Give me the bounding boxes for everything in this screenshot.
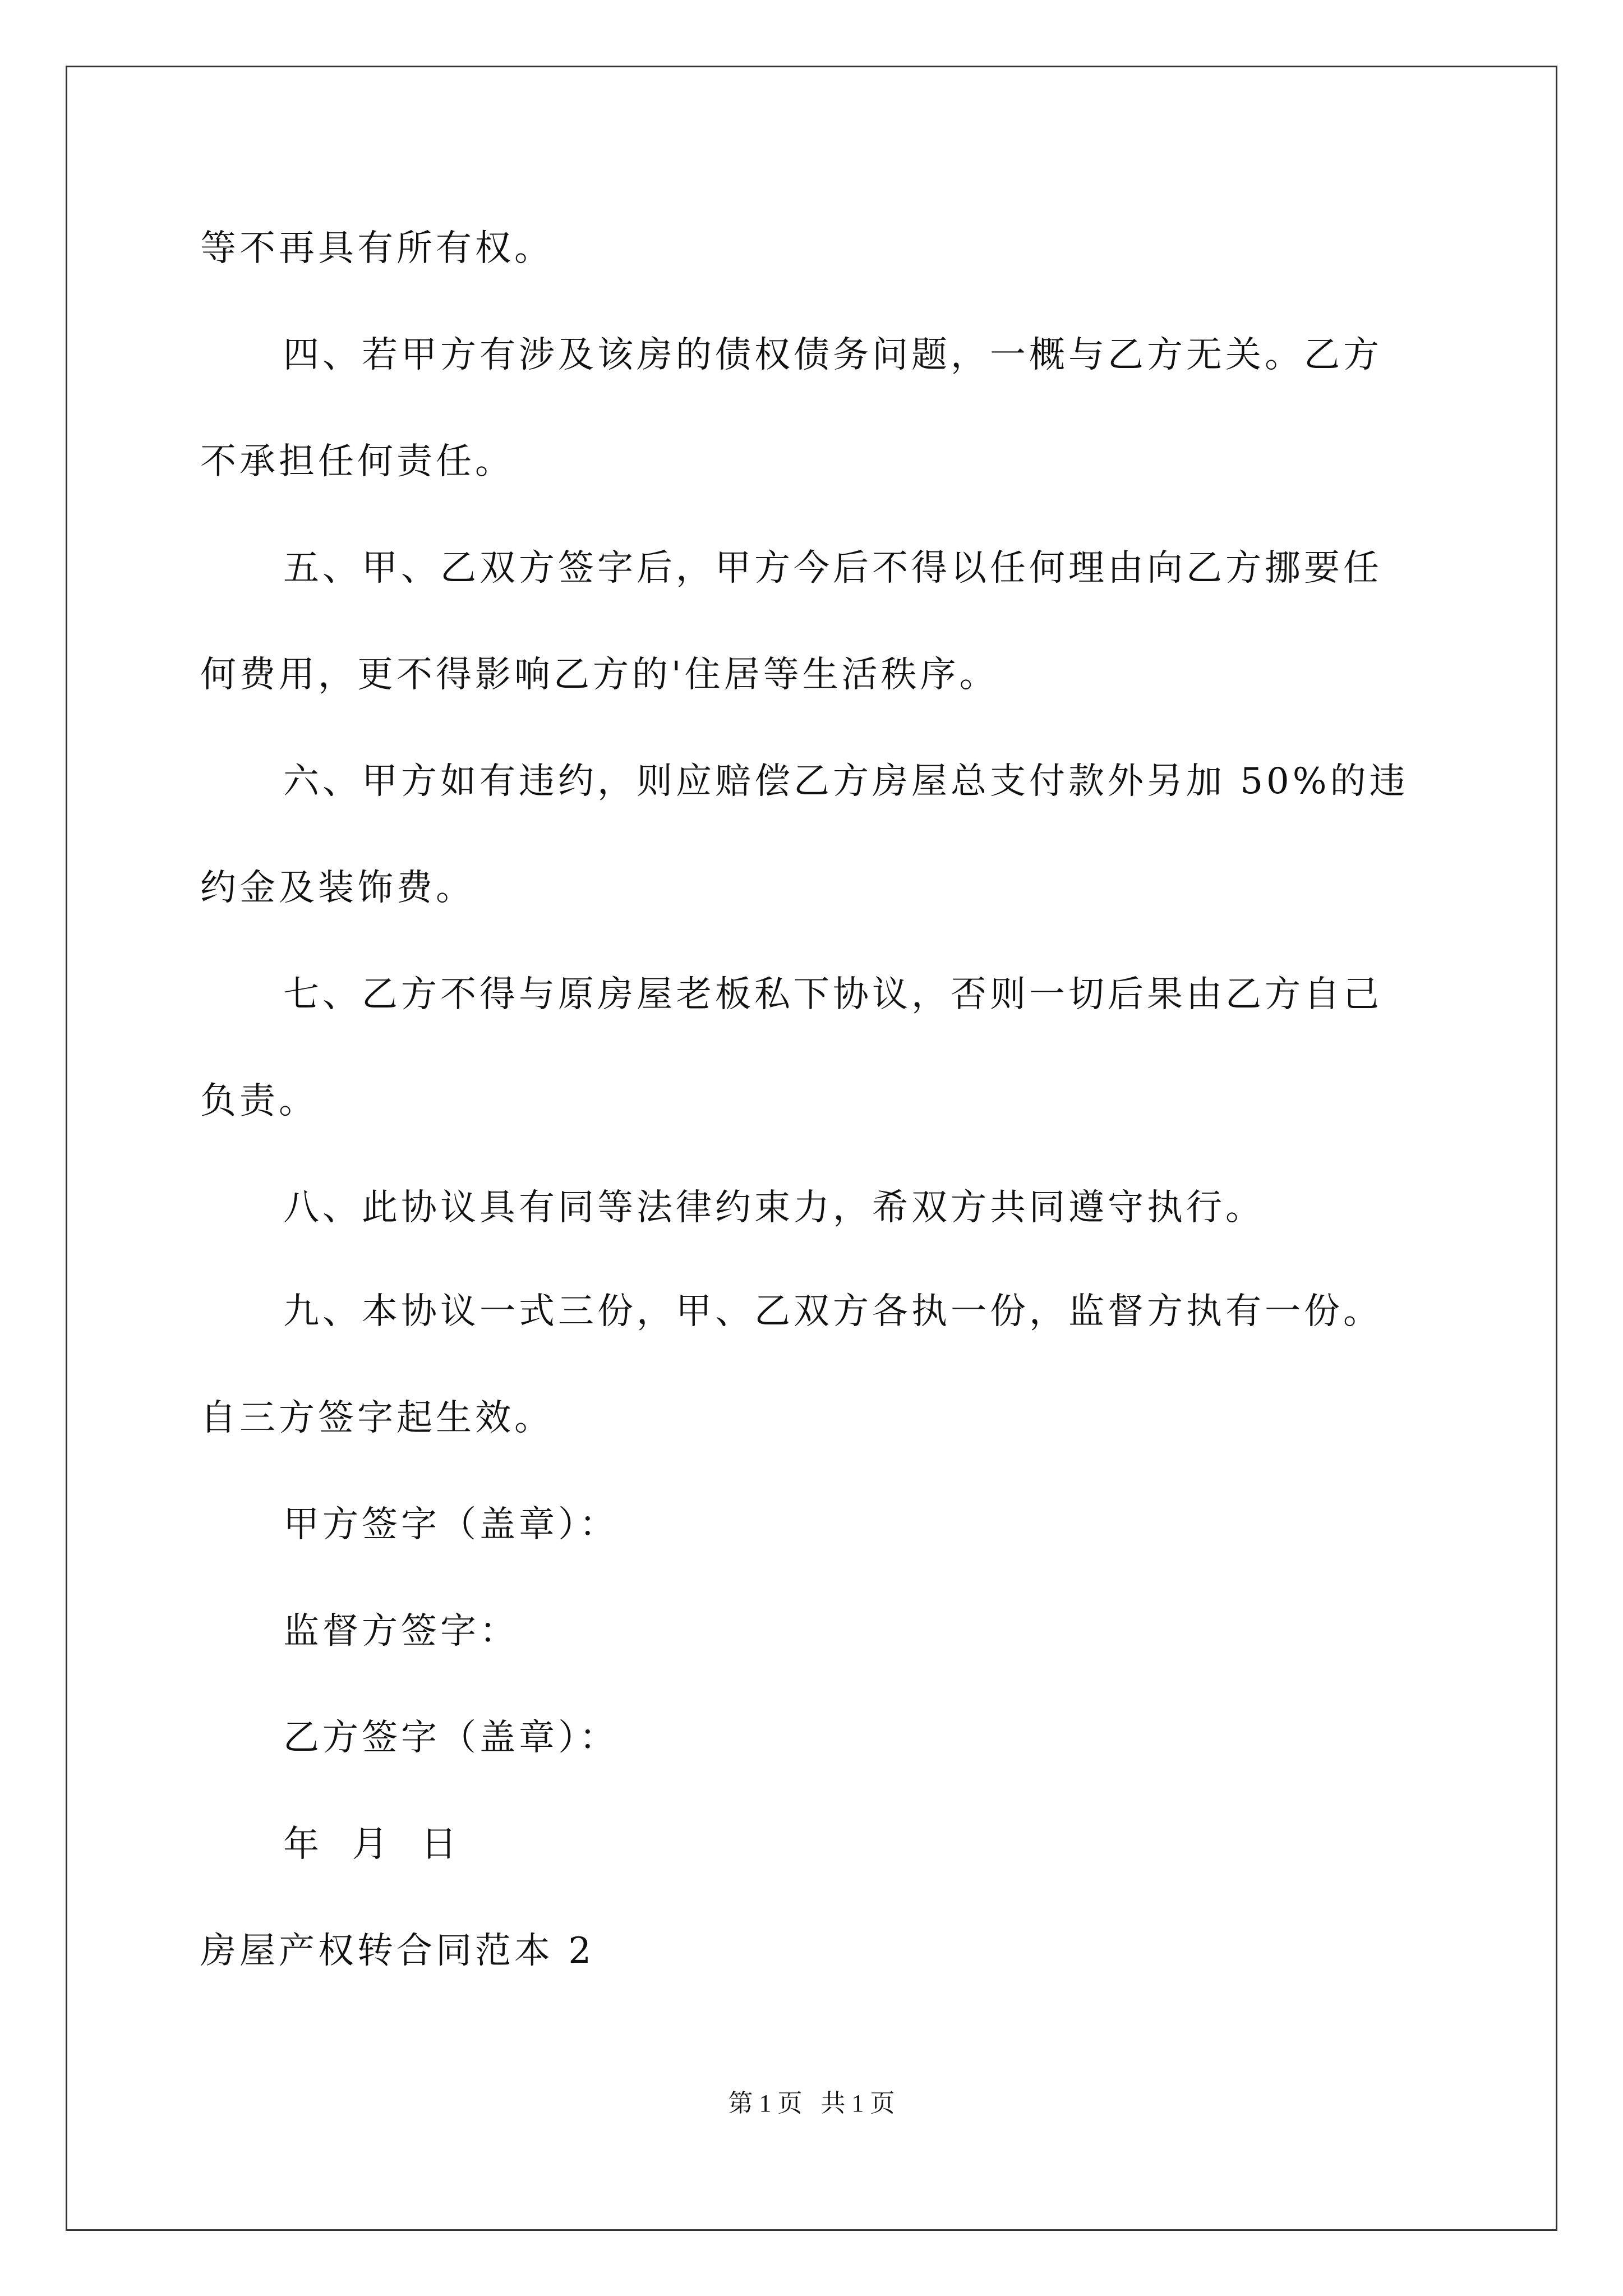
doc-line-7: 约金及装饰费。 — [200, 867, 475, 909]
doc-line-8: 七、乙方不得与原房屋老板私下协议，否则一切后果由乙方自己 — [283, 974, 1382, 1015]
signature-party-a: 甲方签字（盖章）： — [283, 1504, 619, 1545]
doc-line-11: 九、本协议一式三份，甲、乙双方各执一份，监督方执有一份。 — [283, 1291, 1382, 1332]
doc-line-4: 五、甲、乙双方签字后，甲方今后不得以任何理由向乙方挪要任 — [283, 547, 1382, 589]
page-footer: 第 1 页 共 1 页 — [728, 2090, 895, 2117]
doc-line-6: 六、甲方如有违约，则应赔偿乙方房屋总支付款外另加 50%的违 — [283, 761, 1409, 802]
doc-line-2: 四、若甲方有涉及该房的债权债务问题，一概与乙方无关。乙方 — [283, 334, 1382, 376]
doc-line-5: 何费用，更不得影响乙方的'住居等生活秩序。 — [200, 654, 999, 696]
section-title: 房屋产权转合同范本 2 — [200, 1930, 595, 1972]
signature-supervisor: 监督方签字： — [283, 1611, 519, 1652]
date-line: 年 月 日 — [283, 1824, 460, 1865]
doc-line-3: 不承担任何责任。 — [200, 441, 514, 482]
signature-party-b: 乙方签字（盖章）： — [283, 1717, 619, 1759]
doc-line-1: 等不再具有所有权。 — [200, 228, 554, 269]
doc-line-10: 八、此协议具有同等法律约束力，希双方共同遵守执行。 — [283, 1187, 1265, 1228]
page-border — [66, 66, 1557, 2231]
doc-line-9: 负责。 — [200, 1080, 318, 1122]
doc-line-12: 自三方签字起生效。 — [200, 1397, 554, 1439]
